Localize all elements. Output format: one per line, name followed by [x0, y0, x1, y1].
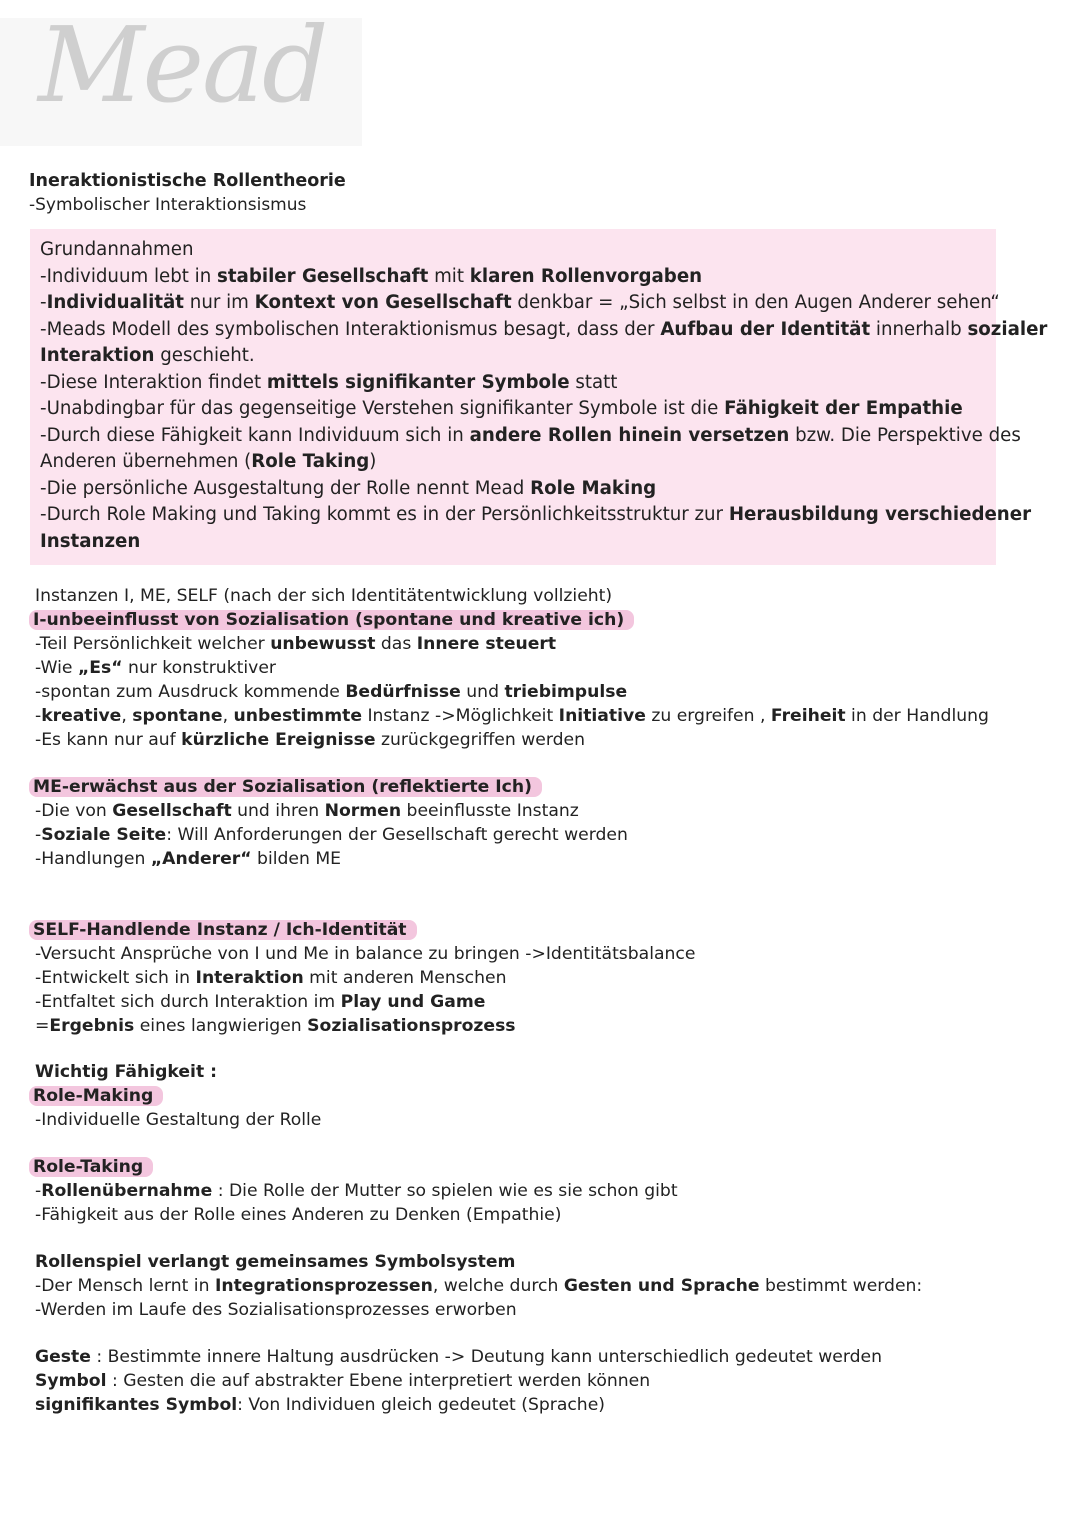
role-taking-line: -Fähigkeit aus der Rolle eines Anderen zu Denken (Empathie) — [35, 1205, 562, 1225]
i-line: -Teil Persönlichkeit welcher unbewusst das Innere steuert — [35, 634, 557, 654]
me-line: -Handlungen „Anderer“ bilden ME — [35, 849, 342, 869]
grundannahmen-line: -Unabdingbar für das gegenseitige Verstehen signifikanter Symbole ist die Fähigkeit der Empathie — [40, 398, 963, 419]
i-line: -Es kann nur auf kürzliche Ereignisse zurückgegriffen werden — [35, 730, 586, 750]
grundannahmen-box — [30, 229, 1048, 565]
i-heading: I-unbeeinflusst von Sozialisation (spontane und kreative ich) — [35, 608, 989, 632]
grundannahmen-line: -Diese Interaktion findet mittels signifikanter Symbole statt — [40, 371, 618, 393]
self-section — [35, 918, 695, 1038]
grundannahmen-line: -Individuum lebt in stabiler Gesellschaft mit klaren Rollenvorgaben — [40, 265, 703, 287]
self-line: -Entwickelt sich in Interaktion mit anderen Menschen — [35, 968, 507, 988]
me-heading: ME-erwächst aus der Sozialisation (reflektierte Ich) — [35, 775, 628, 799]
instanzen-intro: Instanzen I, ME, SELF (nach der sich Identitätentwicklung vollzieht) — [35, 586, 613, 606]
page-subtitle: -Symbolischer Interaktionsismus — [29, 195, 307, 215]
role-making-heading: Role-Making — [35, 1084, 321, 1108]
grundannahmen-line: -Durch diese Fähigkeit kann Individuum sich in andere Rollen hinein versetzen bzw. Die Perspektive des — [40, 424, 1021, 446]
role-taking-section — [35, 1155, 678, 1227]
role-taking-line: -Rollenübernahme : Die Rolle der Mutter so spielen wie es sie schon gibt — [35, 1181, 678, 1201]
grundannahmen-line: Interaktion geschieht. — [40, 345, 255, 366]
grundannahmen-line: -Durch Role Making und Taking kommt es in der Persönlichkeitsstruktur zur Herausbildung verschiedener — [40, 504, 1032, 525]
i-line: -kreative, spontane, unbestimmte Instanz ->Möglichkeit Initiative zu ergreifen , Freiheit in der Handlung — [35, 706, 989, 726]
rollenspiel-line: -Der Mensch lernt in Integrationsprozessen, welche durch Gesten und Sprache bestimmt werden: — [35, 1276, 923, 1296]
rollenspiel-line: -Werden im Laufe des Sozialisationsprozesses erworben — [35, 1300, 517, 1320]
me-section — [35, 775, 628, 871]
self-heading: SELF-Handlende Instanz / Ich-Identität — [35, 918, 695, 942]
grundannahmen-heading: Grundannahmen — [40, 239, 194, 260]
instanzen-section — [35, 584, 989, 752]
me-line: -Soziale Seite: Will Anforderungen der Gesellschaft gerecht werden — [35, 825, 628, 845]
rollenspiel-heading: Rollenspiel verlangt gemeinsames Symbolsystem — [35, 1252, 516, 1272]
definitionen-section — [35, 1345, 882, 1417]
i-line: -spontan zum Ausdruck kommende Bedürfnisse und triebimpulse — [35, 682, 628, 702]
grundannahmen-line: Instanzen — [40, 530, 141, 552]
self-line: =Ergebnis eines langwierigen Sozialisationsprozess — [35, 1016, 516, 1036]
grundannahmen-line: Anderen übernehmen (Role Taking) — [40, 451, 377, 472]
grundannahmen-line: -Die persönliche Ausgestaltung der Rolle nennt Mead Role Making — [40, 477, 657, 499]
role-taking-heading: Role-Taking — [35, 1155, 678, 1179]
role-making-line: -Individuelle Gestaltung der Rolle — [35, 1110, 322, 1130]
me-line: -Die von Gesellschaft und ihren Normen beeinflusste Instanz — [35, 801, 579, 821]
logo-mead: Mead — [38, 4, 327, 126]
definition-signifikantes-symbol: signifikantes Symbol: Von Individuen gleich gedeutet (Sprache) — [35, 1395, 605, 1415]
definition-geste: Geste : Bestimmte innere Haltung ausdrücken -> Deutung kann unterschiedlich gedeutet werden — [35, 1347, 882, 1367]
self-line: -Versucht Ansprüche von I und Me in balance zu bringen ->Identitätsbalance — [35, 944, 696, 964]
faehigkeit-section — [35, 1060, 321, 1132]
grundannahmen-line: -Meads Modell des symbolischen Interaktionismus besagt, dass der Aufbau der Identität innerhalb sozialer — [40, 318, 1048, 340]
i-line: -Wie „Es“ nur konstruktiver — [35, 658, 276, 678]
faehigkeit-heading: Wichtig Fähigkeit : — [35, 1062, 218, 1082]
rollenspiel-section — [35, 1250, 922, 1322]
grundannahmen-line: -Individualität nur im Kontext von Gesellschaft denkbar = „Sich selbst in den Augen Anderer sehen“ — [40, 292, 1000, 313]
page-title: Ineraktionistische Rollentheorie — [29, 171, 346, 191]
self-line: -Entfaltet sich durch Interaktion im Play und Game — [35, 992, 486, 1012]
definition-symbol: Symbol : Gesten die auf abstrakter Ebene interpretiert werden können — [35, 1371, 651, 1391]
